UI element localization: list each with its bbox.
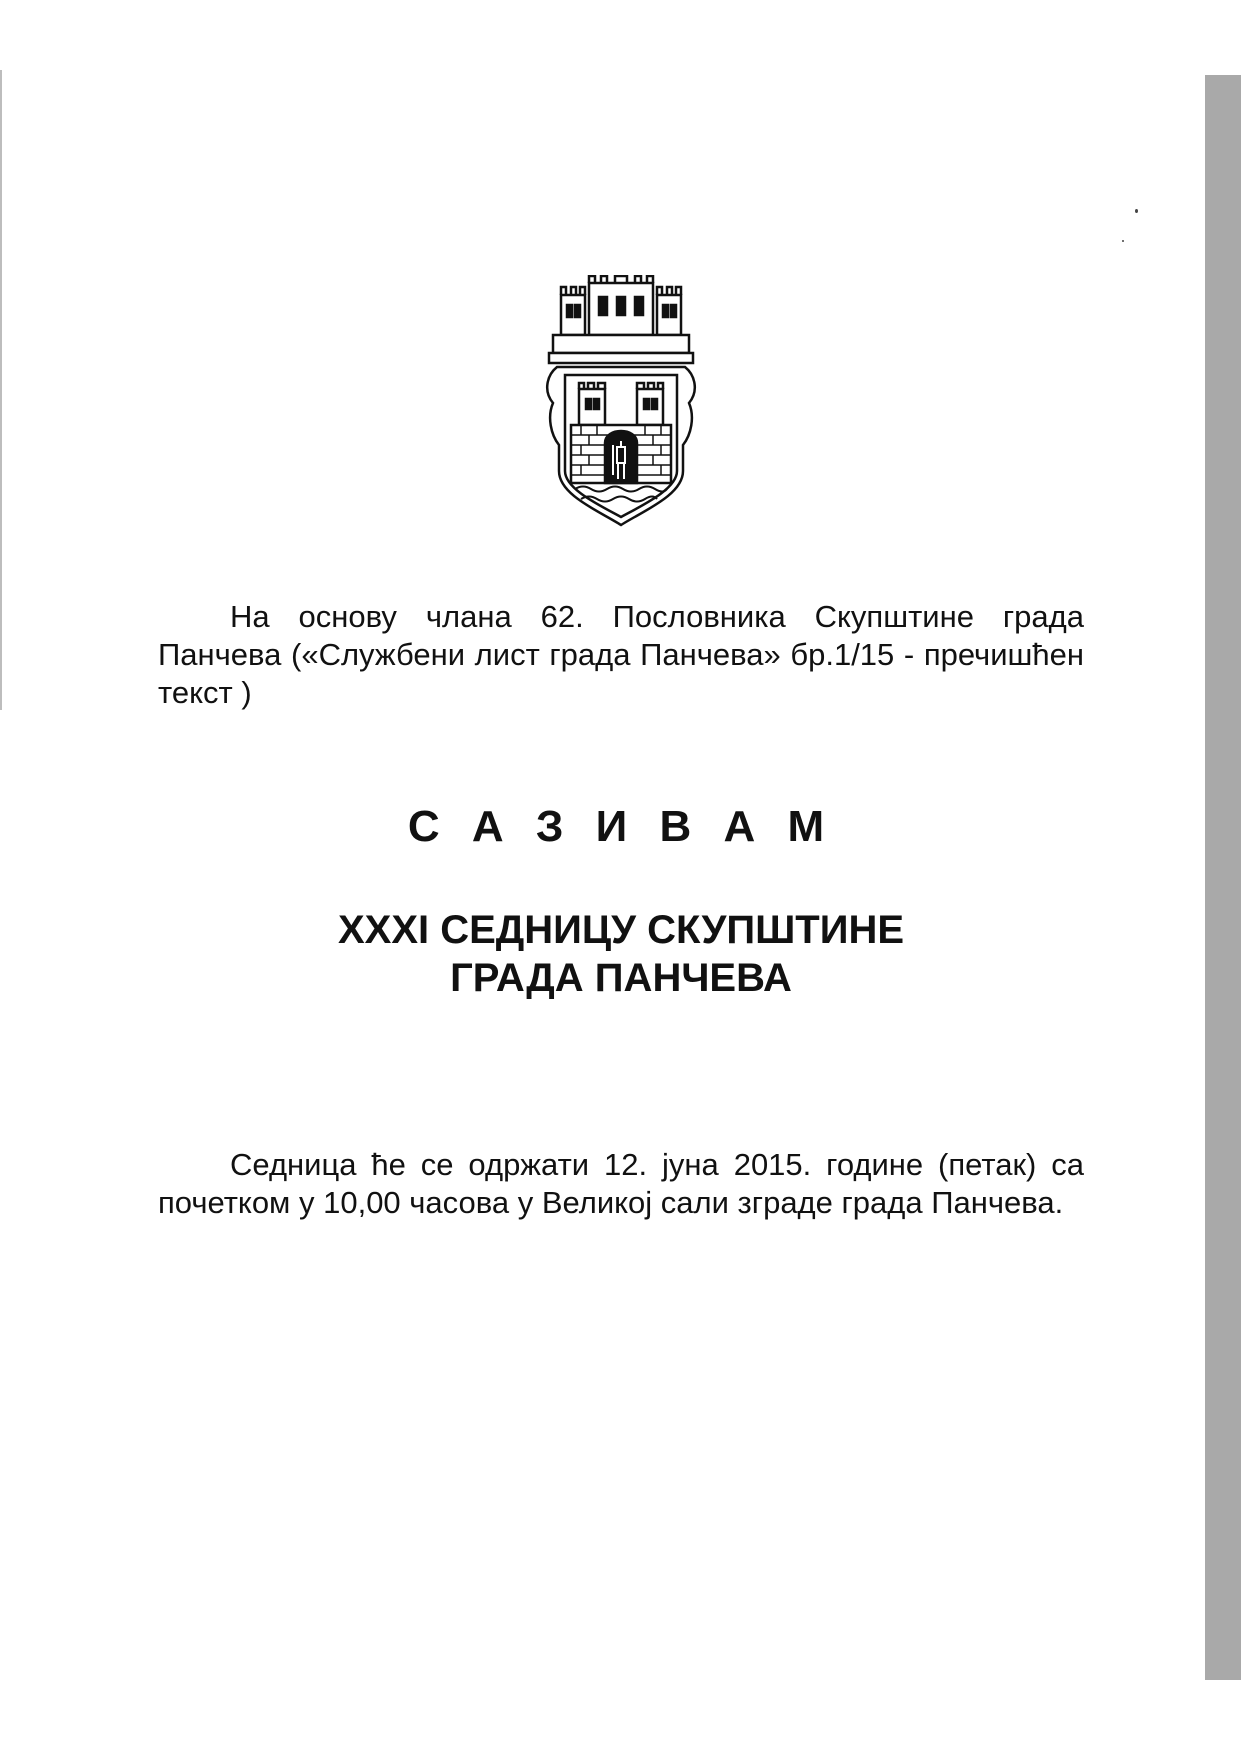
- session-heading-line-1: XXXI СЕДНИЦУ СКУПШТИНЕ: [337, 908, 905, 952]
- scan-edge-left: [0, 70, 2, 710]
- scan-speck: [1135, 209, 1138, 213]
- session-details-paragraph: [158, 1146, 1084, 1222]
- document-title: С А З И В А М: [407, 802, 835, 851]
- session-heading: [158, 906, 1084, 1002]
- coat-of-arms-icon: [539, 275, 703, 527]
- legal-basis-text: На основу члана 62. Пословника Скупштине града Панчева («Службени лист града Панчева» бр.1/15 - пречишћен текст ): [158, 599, 1084, 710]
- session-heading-line-2: ГРАДА ПАНЧЕВА: [450, 956, 792, 1000]
- scan-edge-strip: [1205, 75, 1241, 1680]
- session-details-text: Седница ће се одржати 12. јуна 2015. године (петак) са почетком у 10,00 часова у Великој сали зграде града Панчева.: [158, 1147, 1084, 1220]
- legal-basis-paragraph: [158, 598, 1084, 712]
- scan-speck: [1122, 240, 1124, 242]
